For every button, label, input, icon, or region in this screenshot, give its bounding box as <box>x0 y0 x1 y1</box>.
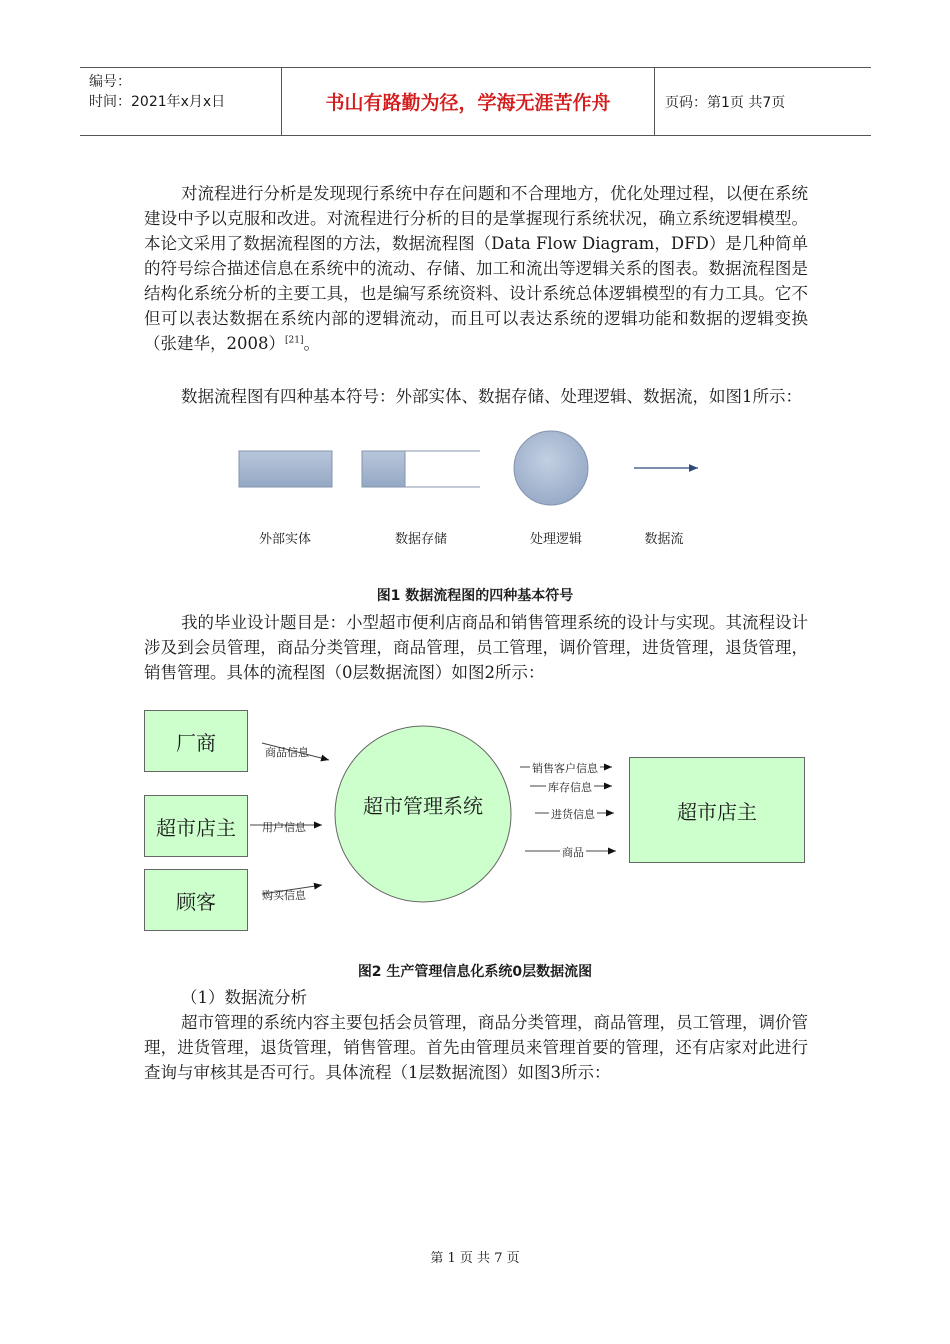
page-footer: 第 1 页 共 7 页 <box>430 1251 520 1266</box>
citation-ref: [21] <box>285 335 304 346</box>
symbol-label-external-entity: 外部实体 <box>258 532 311 547</box>
process-label: 超市管理系统 <box>363 794 483 818</box>
paragraph-1 <box>144 181 808 356</box>
symbol-label-data-store: 数据存储 <box>394 532 447 547</box>
flow-label-stock-info: 库存信息 <box>548 781 592 794</box>
paragraph-1-text: 对流程进行分析是发现现行系统中存在问题和不合理地方，优化处理过程，以便在系统建设中予以克服和改进。对流程进行分析的目的是掌握现行系统状况，确立系统逻辑模型。本论文采用了数据流程图的方法，数据流程图（Data Flow Diagram，DFD）是几种简单的符号综合描述信息在系统中的流动、存储、加工和流出等逻辑关系的图表。数据流程图是结构化系统分析的主要工具，也是编写系统资料、设计系统总体逻辑模型的有力工具。它不但可以表达数据在系统内部的逻辑流动，而且可以表达系统的逻辑功能和数据的逻辑变换（张建华，2008） <box>144 184 808 353</box>
flow-label-purchase-info: 购买信息 <box>262 889 306 902</box>
data-store-symbol <box>362 451 480 487</box>
external-entity-symbol <box>239 451 332 487</box>
header-page-info: 页码：第1页 共7页 <box>665 94 786 111</box>
section-heading-data-flow-analysis <box>144 985 808 1010</box>
number-label: 编号： <box>89 74 131 90</box>
page-header <box>80 67 871 136</box>
section-heading-text: （1）数据流分析 <box>181 988 307 1007</box>
header-motto: 书山有路勤为径，学海无涯苦作舟 <box>282 68 655 135</box>
paragraph-2-text: 数据流程图有四种基本符号：外部实体、数据存储、处理逻辑、数据流，如图1所示： <box>181 387 802 406</box>
entity-manufacturer: 厂商 <box>144 710 248 772</box>
paragraph-5-text: 超市管理的系统内容主要包括会员管理，商品分类管理，商品管理，员工管理，调价管理，进货管理，退货管理，销售管理。首先由管理员来管理首要的管理，还有店家对此进行查询与审核其是否可行。具体流程（1层数据流图）如图3所示： <box>144 1013 808 1082</box>
flow-label-goods: 商品 <box>562 846 584 859</box>
entity-store-owner-right: 超市店主 <box>629 757 805 863</box>
flow-label-goods-info: 商品信息 <box>265 746 309 759</box>
paragraph-2 <box>144 384 808 409</box>
symbol-label-data-flow: 数据流 <box>644 532 684 547</box>
figure-1-symbols <box>230 428 720 518</box>
paragraph-3 <box>144 610 808 685</box>
paragraph-3-text: 我的毕业设计题目是：小型超市便利店商品和销售管理系统的设计与实现。其流程设计涉及到会员管理，商品分类管理，商品管理，员工管理，调价管理，进货管理，退货管理，销售管理。具体的流程图（0层数据流图）如图2所示： <box>144 613 808 682</box>
header-meta <box>80 68 282 135</box>
flow-label-sales-info: 销售客户信息 <box>532 762 598 775</box>
entity-customer: 顾客 <box>144 869 248 931</box>
paragraph-1-end: 。 <box>303 334 320 353</box>
flow-label-user-info: 用户信息 <box>262 821 306 834</box>
paragraph-5 <box>144 1010 808 1085</box>
flow-label-purchase-order-info: 进货信息 <box>551 808 595 821</box>
time-label: 时间：2021年x月x日 <box>89 94 226 110</box>
figure-2-caption: 图2 生产管理信息化系统0层数据流图 <box>357 964 593 980</box>
figure-1-caption: 图1 数据流程图的四种基本符号 <box>376 588 574 604</box>
process-symbol <box>514 431 588 505</box>
symbol-label-process: 处理逻辑 <box>529 532 582 547</box>
entity-store-owner-left: 超市店主 <box>144 795 248 857</box>
